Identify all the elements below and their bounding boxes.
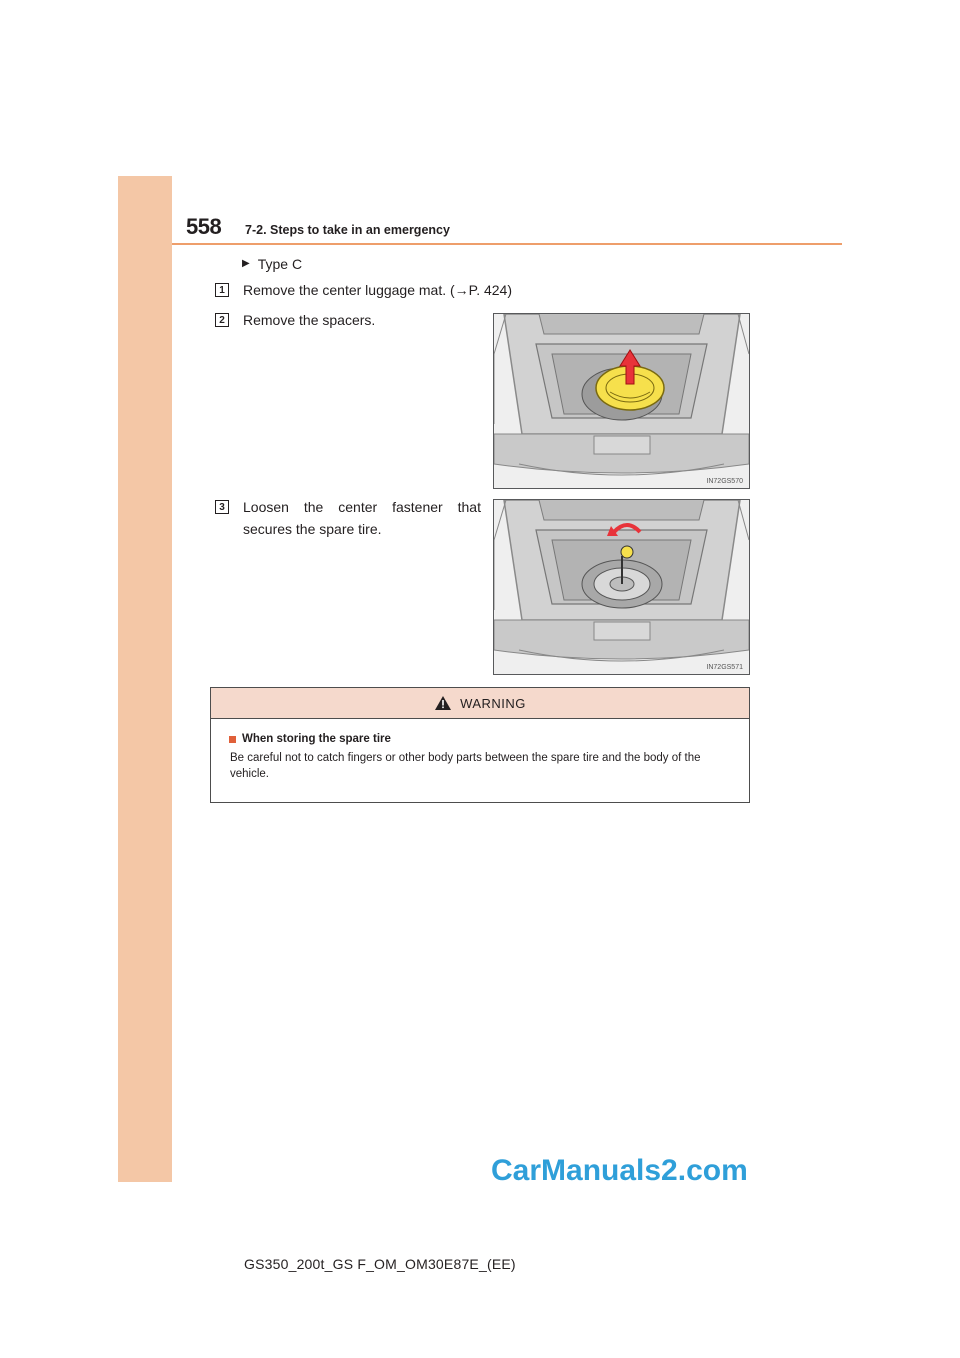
step-text-1: Remove the center luggage mat. (→P. 424) bbox=[243, 282, 513, 298]
section-title: 7-2. Steps to take in an emergency bbox=[245, 223, 450, 237]
warning-heading bbox=[229, 733, 739, 745]
warning-title: WARNING bbox=[460, 695, 526, 711]
watermark: CarManuals2.com bbox=[491, 1154, 748, 1187]
figure-remove-spacers bbox=[493, 313, 750, 489]
type-label bbox=[242, 256, 302, 272]
warning-heading-text: When storing the spare tire bbox=[242, 733, 391, 745]
page-number: 558 bbox=[186, 214, 222, 239]
warning-box bbox=[210, 687, 750, 803]
trunk-spacers-illustration bbox=[494, 314, 749, 488]
figure-loosen-fastener bbox=[493, 499, 750, 675]
step-number-3: 3 bbox=[215, 500, 229, 514]
warning-triangle-icon bbox=[434, 695, 452, 711]
footer-doc-code: GS350_200t_GS F_OM_OM30E87E_(EE) bbox=[244, 1256, 516, 1272]
step-number-1: 1 bbox=[215, 283, 229, 297]
header-rule bbox=[172, 243, 842, 245]
step-text-3: Loosen the center fastener that secures the spare tire. bbox=[243, 499, 481, 537]
warning-text: Be careful not to catch fingers or other body parts between the spare tire and the body of the vehicle. bbox=[230, 752, 701, 780]
square-bullet-icon bbox=[229, 736, 236, 743]
step-text-2: Remove the spacers. bbox=[243, 312, 376, 328]
warning-header bbox=[211, 688, 749, 719]
warning-body bbox=[211, 719, 749, 782]
type-label-text: Type C bbox=[257, 256, 303, 272]
figure-code: IN72GS570 bbox=[706, 478, 743, 485]
figure-code: IN72GS571 bbox=[706, 664, 743, 671]
step-number-2: 2 bbox=[215, 313, 229, 327]
side-tab-band bbox=[118, 176, 172, 1182]
trunk-spare-tire-illustration bbox=[494, 500, 749, 674]
triangle-bullet-icon: ▶ bbox=[242, 257, 250, 269]
